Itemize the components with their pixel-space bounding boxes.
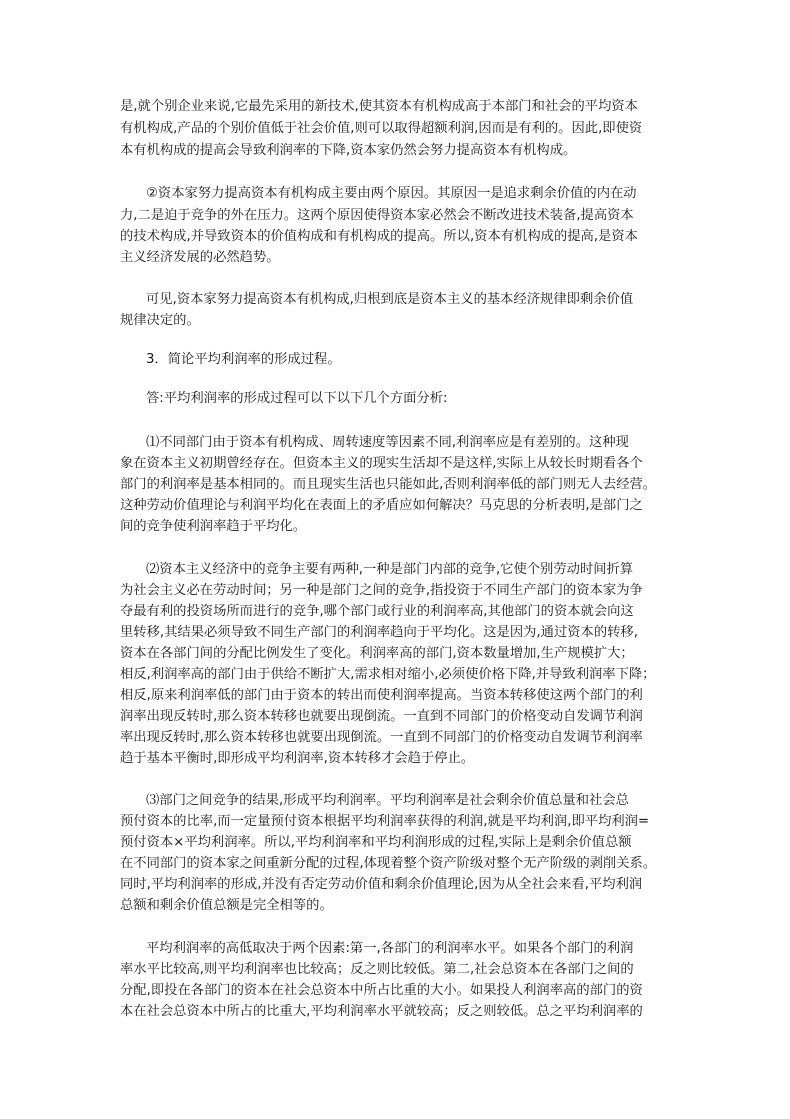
text-line: 率出现反转时,那么资本转移也就要出现倒流。一直到不同部门的价格变动自发调节利润率 [120,730,643,745]
text-line: 为社会主义必在劳动时间；另一种是部门之间的竞争,指投资于不同生产部门的资本家为争 [120,583,643,598]
text-line: ⑵资本主义经济中的竞争主要有两种,一种是部门内部的竞争,它使个别劳动时间折算 [146,562,634,577]
text-line: 夺最有利的投资场所而进行的竞争,哪个部门或行业的利润率高,其他部门的资本就会向这 [120,604,634,619]
text-line: 总额和剩余价值总额是完全相等的。 [120,898,333,913]
text-line: 本在社会总资本中所占的比重大,平均利润率水平就较高；反之则较低。总之平均利润率的 [120,1004,643,1019]
text-line: 部门的利润率是基本相同的。而且现实生活也只能如此,否则利润率低的部门则无人去经营。 [120,477,657,492]
text-line: 的技术构成,并导致资本的价值构成和有机构成的提高。所以,资本有机构成的提高,是资本 [120,229,638,244]
text-line: 平均利润率的高低取决于两个因素:第一,各部门的利润率水平。如果各个部门的利润 [146,941,634,956]
section-heading: 3．简论平均利润率的形成过程。 [146,352,341,367]
text-line: 在不同部门的资本家之间重新分配的过程,体现着整个资产阶级对整个无产阶级的剥削关系。 [120,856,657,871]
text-line [120,1023,680,1043]
text-line: 可见,资本家努力提高资本有机构成,归根到底是资本主义的基本经济规律即剩余价值 [146,292,634,307]
text-line: 主义经济发展的必然趋势。 [120,250,280,265]
text-line: 力,二是迫于竞争的外在压力。这两个原因使得资本家必然会不断改进技术装备,提高资本 [120,208,634,223]
text-line: 象在资本主义初期曾经存在。但资本主义的现实生活却不是这样,实际上从较长时期看各个 [120,456,643,471]
text-line: 相反,原来利润率低的部门由于资本的转出而使利润率提高。当资本转移使这两个部门的利 [120,688,643,703]
text-line: 分配,即投在各部门的资本在社会总资本中所占比重的大小。如果投人利润率高的部门的资 [120,983,643,998]
text-line: 里转移,其结果必须导致不同生产部门的利润率趋向于平均化。这是因为,通过资本的转移, [120,625,638,640]
text-line: 本有机构成的提高会导致利润率的下降,资本家仍然会努力提高资本有机构成。 [120,143,577,158]
text-line: 趋于基本平衡时,即形成平均利润率,资本转移才会趋于停止。 [120,751,475,766]
text-line: 规律决定的。 [120,313,200,328]
text-line: ⑶部门之间竞争的结果,形成平均利润率。平均利润率是社会剩余价值总量和社会总 [146,793,629,808]
text-line: 同时,平均利润率的形成,并没有否定劳动价值和剩余价值理论,因为从全社会来看,平均利润 [120,877,643,892]
text-line: ②资本家努力提高资本有机构成主要由两个原因。其原因一是追求剩余价值的内在动 [146,186,637,201]
text-line: 是,就个别企业来说,它最先采用的新技术,使其资本有机构成高于本部门和社会的平均资本 [120,99,638,114]
text-line: 预付资本的比率,而一定量预付资本根据平均利润率获得的利润,就是平均利润,即平均利润= [120,814,650,829]
text-line: 有机构成,产品的个别价值低于社会价值,则可以取得超额利润,因而是有利的。因此,即使资 [120,121,643,136]
text-line: 润率出现反转时,那么资本转移也就要出现倒流。一直到不同部门的价格变动自发调节利润 [120,709,643,724]
text-line: ⑴不同部门由于资本有机构成、周转速度等因素不同,利润率应是有差别的。这种现 [146,435,629,450]
text-line: 预付资本×平均利润率。所以,平均利润率和平均利润形成的过程,实际上是剩余价值总额 [120,835,632,850]
text-line: 资本在各部门间的分配比例发生了变化。利润率高的部门,资本数量增加,生产规模扩大； [120,646,634,661]
text-line: 间的竞争使利润率趋于平均化。 [120,519,307,534]
text-line: 答:平均利润率的形成过程可以下以下几个方面分析: [146,391,448,406]
text-line: 相反,利润率高的部门由于供给不断扩大,需求相对缩小,必须使价格下降,并导致利润率下降； [120,667,656,682]
text-line: 率水平比较高,则平均利润率也比较高；反之则比较低。第二,社会总资本在各部门之间的 [120,962,634,977]
text-line: 这种劳动价值理论与利润平均化在表面上的矛盾应如何解决？马克思的分析表明,是部门之 [120,498,643,513]
